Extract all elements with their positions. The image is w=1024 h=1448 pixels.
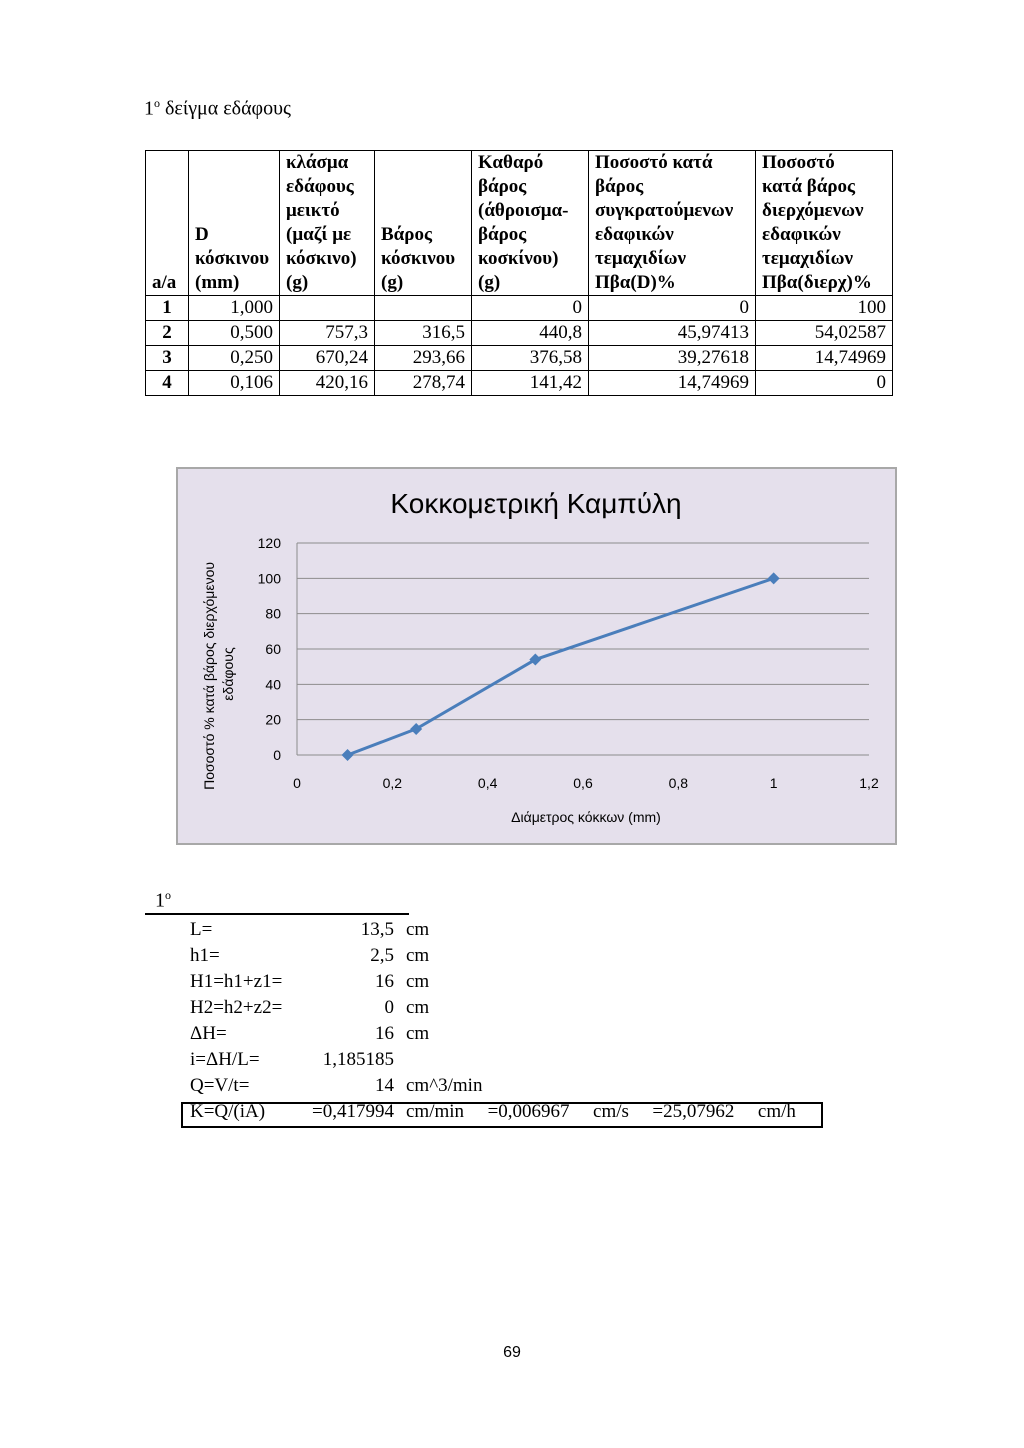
calc-row [184, 969, 802, 995]
cell-passing-percent: 100 [756, 296, 893, 321]
calc-unit: cm^3/min [406, 1075, 483, 1096]
col-header-sieve-mass: Βάρος κόσκινου (g) [375, 151, 472, 296]
data-point-marker [768, 572, 780, 584]
k-value-cm-min: =0,417994 [312, 1101, 394, 1122]
k-result-box [181, 1102, 823, 1128]
cell-net-mass: 440,8 [472, 321, 589, 346]
cell-sieve-mass: 278,74 [375, 371, 472, 396]
cell-index: 2 [146, 321, 189, 346]
col-header-mixed-mass: κλάσμα εδάφους μεικτό (μαζί με κόσκινο) (g) [280, 151, 375, 296]
cell-diameter: 0,500 [189, 321, 280, 346]
col-header-net-mass: Καθαρό βάρος (άθροισμα- βάρος κοσκίνου) (g) [472, 151, 589, 296]
calc-value: 16 [375, 971, 394, 992]
calc-row [184, 1047, 802, 1073]
calc-heading-rule [145, 913, 409, 915]
k-unit-cm-h: cm/h [757, 1101, 796, 1122]
cell-mixed-mass: 757,3 [280, 321, 375, 346]
calc-label: h1= [190, 945, 220, 966]
table-row [146, 371, 893, 396]
calc-unit [400, 1047, 802, 1073]
data-point-marker [342, 749, 354, 761]
sieve-analysis-table [145, 150, 893, 396]
data-point-marker [529, 654, 541, 666]
cell-sieve-mass: 316,5 [375, 321, 472, 346]
k-value-cm-s: =0,006967 [487, 1101, 570, 1122]
calc-row [184, 1021, 802, 1047]
chart-title: Κοκκομετρική Καμπύλη [390, 488, 682, 519]
calc-row [184, 995, 802, 1021]
k-unit-cm-min: cm/min [406, 1101, 465, 1122]
chart-svg [178, 469, 895, 843]
calc-row [184, 1073, 802, 1099]
calc-value: 1,185185 [322, 1049, 394, 1070]
calc-row [184, 917, 802, 943]
x-tick-label: 1,2 [859, 775, 879, 791]
cell-diameter: 0,106 [189, 371, 280, 396]
table-row [146, 296, 893, 321]
k-label: K=Q/(iA) [190, 1101, 266, 1122]
y-tick-label: 120 [257, 535, 281, 551]
cell-diameter: 0,250 [189, 346, 280, 371]
cell-net-mass: 141,42 [472, 371, 589, 396]
col-header-diameter: D κόσκινου (mm) [189, 151, 280, 296]
y-tick-label: 100 [257, 570, 281, 587]
page-number: 69 [503, 1344, 521, 1361]
permeability-calc-table [184, 917, 802, 1125]
calc-unit: cm [406, 997, 430, 1018]
calc-label: H1=h1+z1= [190, 971, 283, 992]
cell-retained-percent: 14,74969 [589, 371, 756, 396]
cell-index: 4 [146, 371, 189, 396]
calc-unit: cm [406, 1023, 430, 1044]
cell-index: 1 [146, 296, 189, 321]
calc-label: H2=h2+z2= [190, 997, 283, 1018]
calc-value: 14 [375, 1075, 394, 1096]
col-header-retained-percent: Ποσοστό κατά βάρος συγκρατούμενων εδαφικών τεμαχιδίων Πβα(D)% [589, 151, 756, 296]
y-tick-label: 80 [265, 605, 281, 622]
y-tick-label: 20 [265, 711, 281, 728]
calc-unit: cm [406, 945, 430, 966]
col-header-index: a/a [146, 151, 189, 296]
calc-row [184, 943, 802, 969]
calc-value: 13,5 [360, 919, 394, 940]
y-axis-label-line: Ποσοστό % κατά βάρος διερχόμενου [201, 561, 217, 790]
cell-index: 3 [146, 346, 189, 371]
table-row [146, 321, 893, 346]
section-heading: $1^o$ δείγμα εδάφους [144, 96, 291, 120]
calc-label: i=ΔH/L= [190, 1049, 260, 1070]
y-tick-label: 40 [265, 676, 281, 693]
col-header-passing-percent: Ποσοστό κατά βάρος διερχόμενων εδαφικών τεμαχιδίων Πβα(διερχ)% [756, 151, 893, 296]
calc-label: ΔH= [190, 1023, 227, 1044]
data-point-marker [410, 723, 422, 735]
cell-retained-percent: 39,27618 [589, 346, 756, 371]
cell-passing-percent: 0 [756, 371, 893, 396]
cell-diameter: 1,000 [189, 296, 280, 321]
k-value-cm-h: =25,07962 [652, 1101, 735, 1122]
calc-label: Q=V/t= [190, 1075, 250, 1096]
table-row [146, 346, 893, 371]
table-header-row [146, 151, 893, 296]
gridlines [297, 543, 869, 755]
k-unit-cm-s: cm/s [593, 1101, 629, 1122]
cell-retained-percent: 0 [589, 296, 756, 321]
cell-sieve-mass [375, 296, 472, 321]
x-tick-label: 1 [769, 775, 778, 791]
cell-retained-percent: 45,97413 [589, 321, 756, 346]
y-axis-label [201, 558, 236, 790]
cell-net-mass: 0 [472, 296, 589, 321]
cell-passing-percent: 14,74969 [756, 346, 893, 371]
calc-heading: $1^o$ [155, 888, 171, 912]
cell-sieve-mass: 293,66 [375, 346, 472, 371]
x-tick-label: 0,8 [668, 775, 689, 791]
cell-passing-percent: 54,02587 [756, 321, 893, 346]
cell-mixed-mass: 420,16 [280, 371, 375, 396]
cell-net-mass: 376,58 [472, 346, 589, 371]
x-tick-label: 0,6 [573, 775, 593, 791]
cell-mixed-mass [280, 296, 375, 321]
series-layer [342, 572, 780, 761]
x-tick-label: 0,2 [382, 775, 403, 791]
calc-value: 0 [384, 997, 394, 1018]
x-tick-label: 0,4 [477, 775, 498, 791]
y-tick-label: 60 [265, 641, 281, 657]
x-axis-label: Διάμετρος κόκκων (mm) [511, 809, 661, 825]
calc-unit: cm [406, 971, 430, 992]
x-tick-label: 0 [293, 775, 301, 791]
calc-value: 2,5 [370, 945, 394, 966]
calc-unit: cm [406, 919, 430, 940]
calc-value: 16 [375, 1023, 394, 1044]
calc-label: L= [190, 919, 213, 940]
y-tick-label: 0 [273, 747, 281, 763]
grading-curve-chart [176, 467, 897, 845]
y-axis-label-line: εδάφους [220, 647, 236, 701]
cell-mixed-mass: 670,24 [280, 346, 375, 371]
